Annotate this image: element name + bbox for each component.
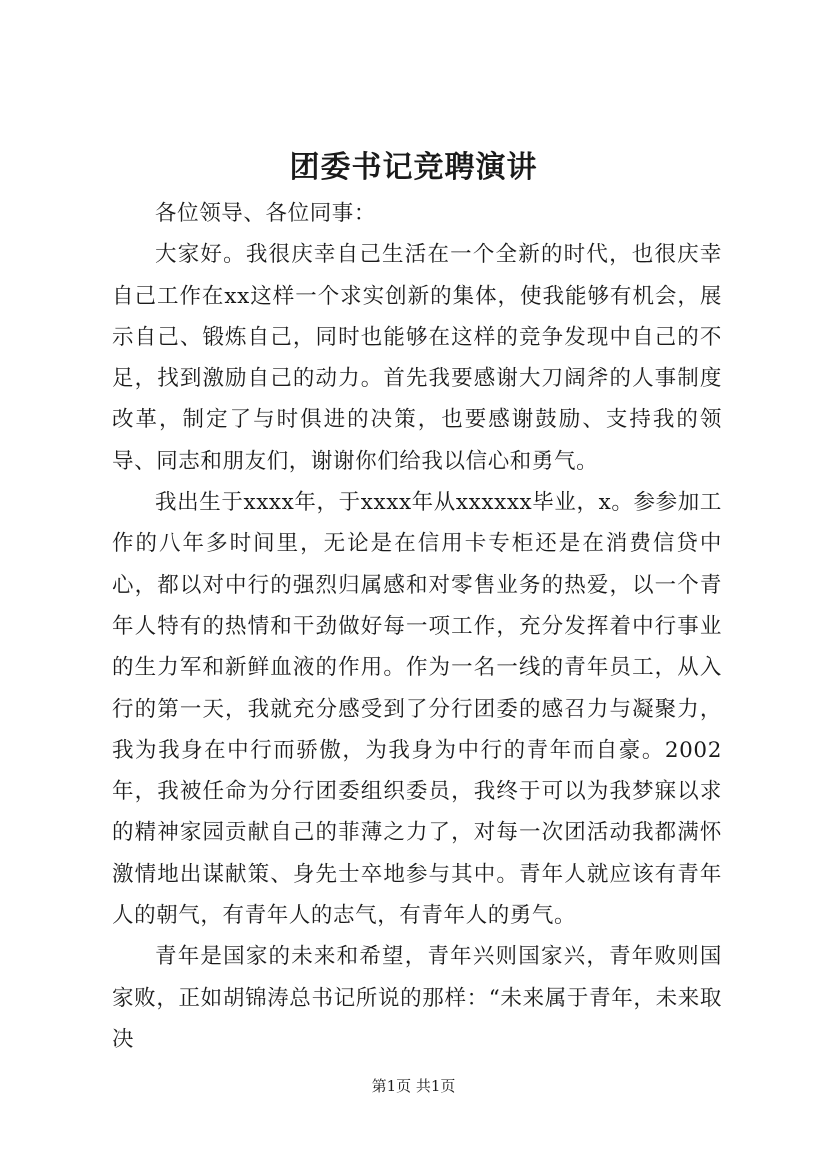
document-title: 团委书记竞聘演讲 xyxy=(289,150,538,185)
document-body xyxy=(112,193,722,1060)
body-paragraph: 大家好。我很庆幸自己生活在一个全新的时代，也很庆幸自己工作在xx这样一个求实创新的集体，使我能够有机会，展示自己、锻炼自己，同时也能够在这样的竞争发现中自己的不足，找到激励自己的动力。首先我要感谢大刀阔斧的人事制度改革，制定了与时俱进的决策，也要感谢鼓励、支持我的领导、同志和朋友们，谢谢你们给我以信心和勇气。 xyxy=(112,242,722,474)
body-paragraph: 青年是国家的未来和希望，青年兴则国家兴，青年败则国家败，正如胡锦涛总书记所说的那样：“未来属于青年，未来取决 xyxy=(112,944,722,1052)
salutation-paragraph: 各位领导、各位同事： xyxy=(155,201,377,226)
body-paragraph: 我出生于xxxx年，于xxxx年从xxxxxx毕业，x。参参加工作的八年多时间里，无论是在信用卡专柜还是在消费信贷中心，都以对中行的强烈归属感和对零售业务的热爱，以一个青年人特有的热情和干劲做好每一项工作，充分发挥着中行事业的生力军和新鲜血液的作用。作为一名一线的青年员工，从入行的第一天，我就充分感受到了分行团委的感召力与凝聚力，我为我身在中行而骄傲，为我身为中行的青年而自豪。2002年，我被任命为分行团委组织委员，我终于可以为我梦寐以求的精神家园贡献自己的菲薄之力了，对每一次团活动我都满怀激情地出谋献策、身先士卒地参与其中。青年人就应该有青年人的朝气，有青年人的志气，有青年人的勇气。 xyxy=(112,490,722,929)
page-footer: 第1页 共1页 xyxy=(371,1077,456,1095)
